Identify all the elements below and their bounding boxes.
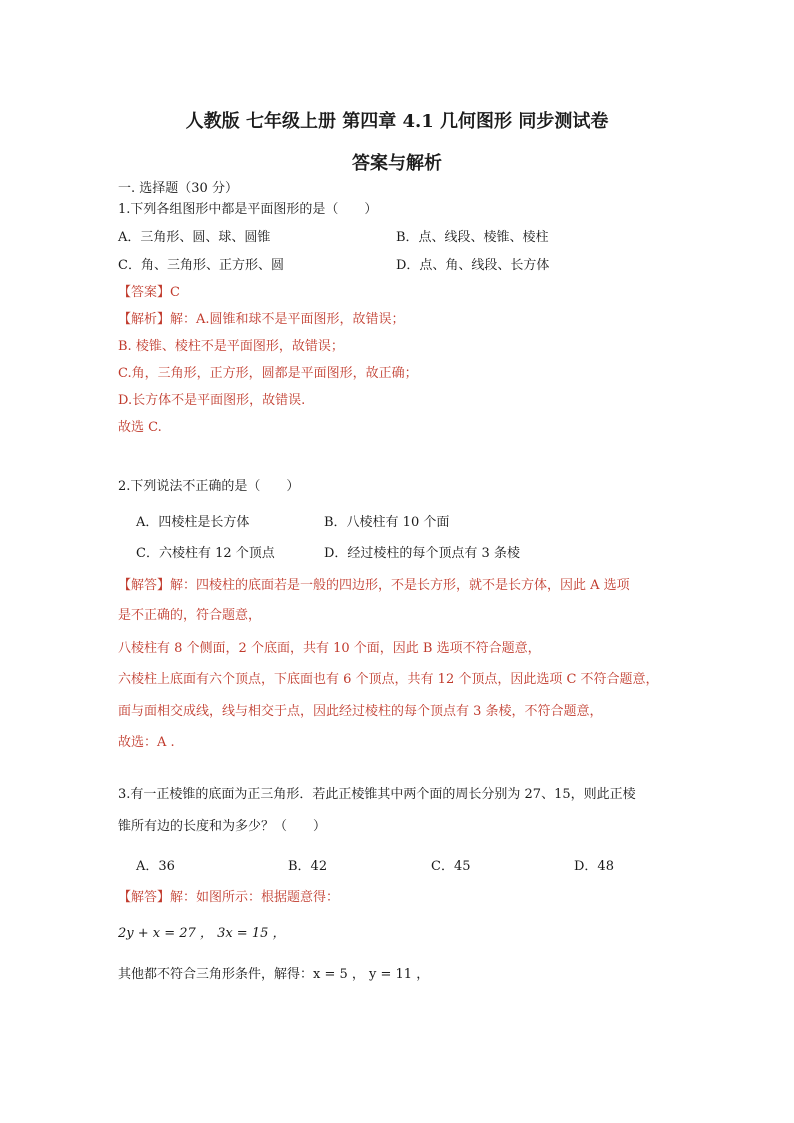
section-heading: 一. 选择题（30 分） [118,181,238,196]
analysis-tag: 【解析】 [118,312,171,327]
question-2-answer-line [118,577,630,595]
question-3-option-b: B．42 [288,859,328,874]
question-2-answer-line: 面与面相交成线，线与相交于点，因此经过棱柱的每个顶点有 3 条棱，不符合题意， [118,704,603,719]
question-1-option-d: D．点、角、线段、长方体 [396,258,550,273]
document-title: 人教版 七年级上册 第四章 4.1 几何图形 同步测试卷 [185,111,609,132]
answer-value: C [170,285,180,300]
question-3-equation: 2y + x = 27 ， 3x = 15 ， [118,926,286,941]
question-3-stem: 锥所有边的长度和为多少？（ ） [118,819,327,834]
question-2-option-d: D．经过棱柱的每个顶点有 3 条棱 [324,546,520,561]
question-2-answer-line: 六棱柱上底面有六个顶点，下底面也有 6 个顶点，共有 12 个顶点，因此选项 C 不符合题意， [118,672,659,687]
question-2-option-b: B．八棱柱有 10 个面 [324,515,450,530]
answer-tag: 【解答】 [118,578,171,593]
question-2-answer-line: 是不正确的，符合题意， [118,608,262,623]
document-subtitle: 答案与解析 [352,153,442,174]
analysis-text: 解：A.圆锥和球不是平面图形，故错误； [170,312,405,327]
answer-text: 解：四棱柱的底面若是一般的四边形，不是长方形，就不是长方体，因此 A 选项 [170,578,630,593]
question-3-option-a: A．36 [136,859,175,874]
question-2-answer-line: 故选：A . [118,735,175,750]
answer-text: 解：如图所示：根据题意得： [170,890,340,905]
question-2-answer-line: 八棱柱有 8 个侧面，2 个底面，共有 10 个面，因此 B 选项不符合题意， [118,641,541,656]
question-1-option-a: A．三角形、圆、球、圆锥 [118,230,271,245]
question-1-analysis-line: 故选 C. [118,420,162,435]
question-2-option-c: C．六棱柱有 12 个顶点 [136,546,275,561]
question-1-analysis-line: D.长方体不是平面图形，故错误. [118,393,306,408]
answer-tag: 【解答】 [118,890,171,905]
question-1-analysis-line: C.角，三角形，正方形，圆都是平面图形，故正确； [118,366,418,381]
question-3-answer-line [118,889,339,907]
answer-tag: 【答案】 [118,285,171,300]
question-1-option-b: B．点、线段、棱锥、棱柱 [396,230,549,245]
question-3-answer-line: 其他都不符合三角形条件，解得：x = 5 ， y = 11 ， [118,967,430,982]
question-3-option-d: D．48 [574,859,614,874]
question-1-analysis-line: B. 棱锥、棱柱不是平面图形，故错误； [118,339,344,354]
question-1-answer [118,284,180,302]
question-2-stem: 2.下列说法不正确的是（ ） [118,479,300,494]
question-1-analysis-line [118,311,405,329]
question-2-option-a: A．四棱柱是长方体 [136,515,250,530]
question-3-option-c: C．45 [431,859,471,874]
question-3-stem: 3.有一正棱锥的底面为正三角形．若此正棱锥其中两个面的周长分别为 27、15，则此正棱 [118,787,636,802]
question-1-option-c: C．角、三角形、正方形、圆 [118,258,284,273]
question-1-stem: 1.下列各组图形中都是平面图形的是（ ） [118,202,378,217]
